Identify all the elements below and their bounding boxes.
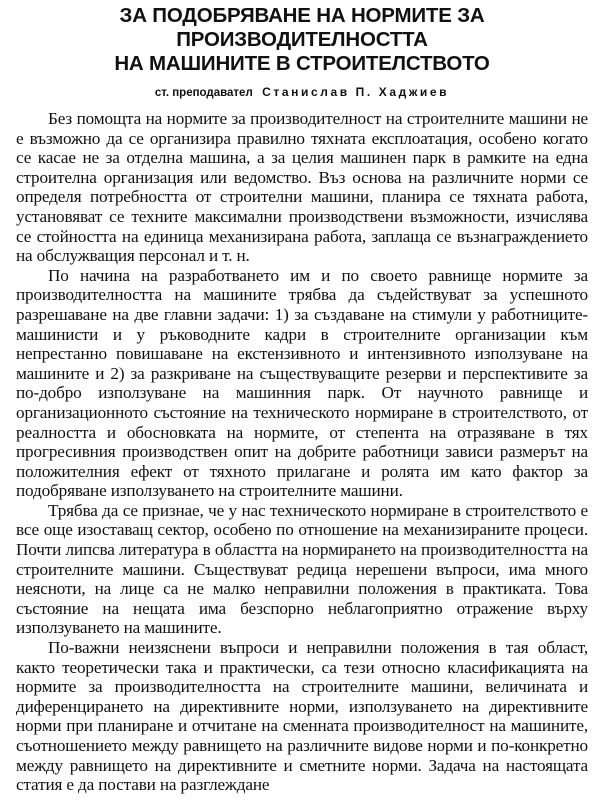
paragraph: По начина на разработването им и по своето равнище нормите за производителността на машините трябва да съдействуват за успешното разрешаване на две главни задачи: 1) за създаване на стимули у работниците-машинисти и у ръководните кадри в строителните организации към непрестанно повишаване на екстензивното и интензивното използуване на машините и 2) за разкриване на съществуващите резерви и перспективите за по-добро използуване на машинния парк. От научното равнище и организационното състояние на техническото нормиране в строителството, от реалността и обосновката на нормите, от степента на отразяване в тях прогресивния производствен опит на добрите работници зависи размерът на положителния ефект от тяхното прилагане и ролята им като фактор за подобряване използуването на строителните машини. bbox=[16, 265, 588, 501]
article-title bbox=[16, 4, 588, 76]
title-line-1: ЗА ПОДОБРЯВАНЕ НА НОРМИТЕ ЗА ПРОИЗВОДИТЕЛНОСТТА bbox=[119, 4, 485, 51]
author-rank: ст. преподавател bbox=[154, 87, 253, 99]
paragraph: Без помощта на нормите за производителност на строителните машини не е възможно да се организира правилно тяхната експлоатация, особено когато се касае не за отделна машина, а за целия машинен парк в рамките на една строителна организация или ведомство. Въз основа на различните норми се определя потребността от строителни машини, планира се тяхната работа, установяват се техните максимални производствени възможности, изчислява се стойността на единица механизирана работа, заплаща се възнаграждението на обслужващия персонал и т. н. bbox=[16, 109, 588, 266]
article-body bbox=[16, 109, 588, 795]
paragraph: Трябва да се признае, че у нас техническото нормиране в строителството е все още изоставащ сектор, особено по отношение на механизираните процеси. Почти липсва литература в областта на нормирането на производителността на строителните машини. Съществуват редица нерешени въпроси, има много неясноти, на лице са не малко неправилни положения в практиката. Това състояние на нещата има безспорно неблагоприятно отражение върху използуването на машините. bbox=[16, 500, 588, 638]
paragraph: По-важни неизяснени въпроси и неправилни положения в тая област, както теоретически така и практически, са тези относно класификацията на нормите за производителността на строителните машини, величината и диференцирането на директивните норми, използуването на директивните норми при планиране и отчитане на сменната производителност на машините, съотношението между равнището на различните видове норми и по-конкретно между равнището на директивните и сметните норми. Задача на настоящата статия е да постави на разглеждане bbox=[16, 638, 588, 795]
title-line-2: НА МАШИНИТЕ В СТРОИТЕЛСТВОТО bbox=[114, 52, 490, 75]
author-name: Станислав П. Хаджиев bbox=[262, 85, 450, 99]
author-line bbox=[16, 82, 588, 103]
